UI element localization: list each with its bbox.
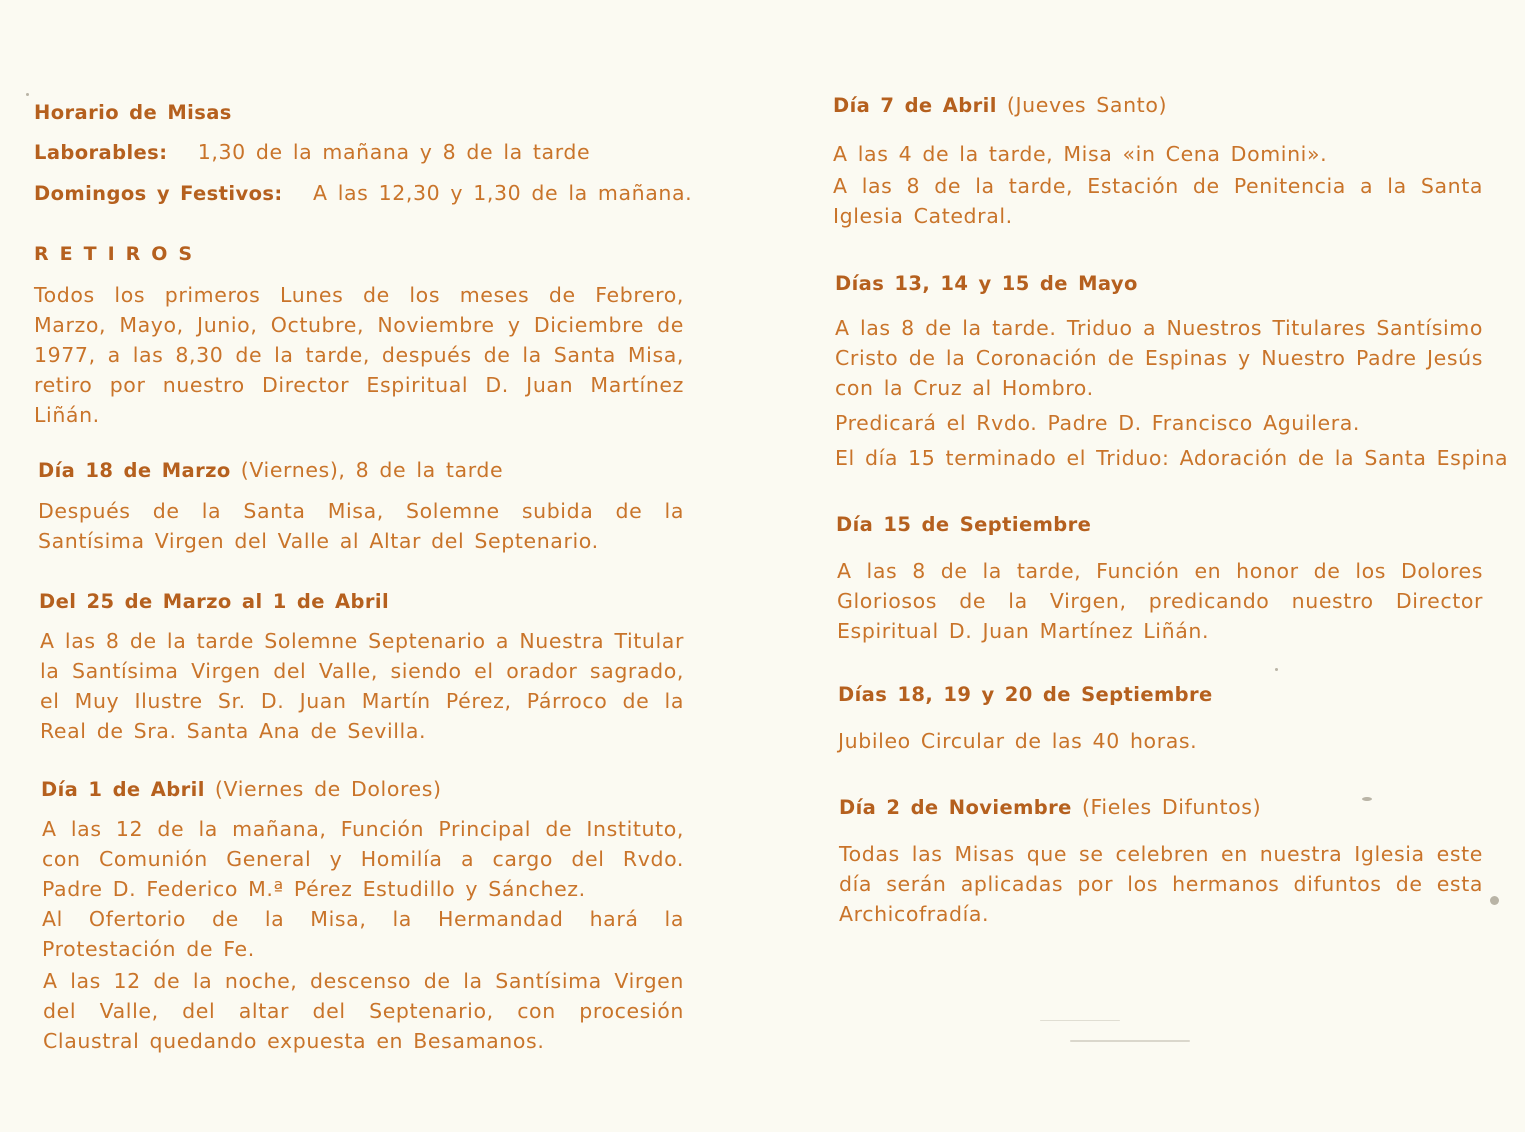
paper-speck bbox=[1040, 1020, 1120, 1021]
dia18-heading: Día 18 de Marzo (Viernes), 8 de la tarde bbox=[38, 458, 504, 482]
retiros-text: Todos los primeros Lunes de los meses de Febrero, Marzo, Mayo, Junio, Octubre, Noviembre y Diciembre de 1977, a las 8,30 de la tarde, después de la Santa Misa, retiro por nuestro Director Espiritual D. Juan Martínez Liñán. bbox=[34, 283, 684, 427]
laborables-label: Laborables: bbox=[34, 141, 168, 164]
paper-speck bbox=[1490, 896, 1499, 905]
domingos-text: A las 12,30 y 1,30 de la mañana. bbox=[312, 181, 693, 205]
mayo-text-1: A las 8 de la tarde. Triduo a Nuestros Titulares Santísimo Cristo de la Coronación de Espinas y Nuestro Padre Jesús con la Cruz al Hombro. bbox=[835, 316, 1483, 400]
domingos-label: Domingos y Festivos: bbox=[34, 182, 283, 205]
dia18-text: Después de la Santa Misa, Solemne subida de la Santísima Virgen del Valle al Altar del Septenario. bbox=[38, 499, 684, 553]
nov2-heading: Día 2 de Noviembre (Fieles Difuntos) bbox=[839, 795, 1262, 819]
sep18-text: Jubileo Circular de las 40 horas. bbox=[838, 729, 1198, 753]
dia1-text-3: A las 12 de la noche, descenso de la Santísima Virgen del Valle, del altar del Septenario, con procesión Claustral quedando expuesta en Besamanos. bbox=[43, 969, 684, 1053]
sep15-text: A las 8 de la tarde, Función en honor de los Dolores Gloriosos de la Virgen, predicando nuestro Director Espiritual D. Juan Martínez Liñán. bbox=[837, 559, 1483, 643]
laborables-line bbox=[34, 137, 684, 168]
sep18-heading: Días 18, 19 y 20 de Septiembre bbox=[838, 683, 1213, 706]
del25-text: A las 8 de la tarde Solemne Septenario a Nuestra Titular la Santísima Virgen del Valle, siendo el orador sagrado, el Muy Ilustre Sr. D. Juan Martín Pérez, Párroco de la Real de Sra. Santa Ana de Sevilla. bbox=[40, 629, 684, 743]
laborables-text: 1,30 de la mañana y 8 de la tarde bbox=[197, 140, 591, 164]
paper-speck bbox=[1362, 797, 1372, 801]
nov2-text: Todas las Misas que se celebren en nuestra Iglesia este día serán aplicadas por los hermanos difuntos de esta Archicofradía. bbox=[839, 842, 1483, 926]
retiros-heading: RETIROS bbox=[34, 243, 204, 265]
dia7-text-1: A las 4 de la tarde, Misa «in Cena Domini». bbox=[833, 142, 1328, 166]
paper-speck bbox=[1070, 1040, 1190, 1042]
mayo-heading: Días 13, 14 y 15 de Mayo bbox=[835, 272, 1138, 295]
del25-heading: Del 25 de Marzo al 1 de Abril bbox=[39, 590, 390, 613]
dia7-text-2: A las 8 de la tarde, Estación de Penitencia a la Santa Iglesia Catedral. bbox=[833, 174, 1483, 228]
paper-speck bbox=[26, 93, 29, 96]
horario-heading: Horario de Misas bbox=[34, 101, 232, 124]
dia7-heading: Día 7 de Abril (Jueves Santo) bbox=[833, 93, 1168, 117]
domingos-line bbox=[34, 178, 693, 209]
sep15-heading: Día 15 de Septiembre bbox=[836, 513, 1092, 536]
mayo-text-2: Predicará el Rvdo. Padre D. Francisco Aguilera. bbox=[835, 411, 1361, 435]
paper-speck bbox=[1275, 668, 1278, 671]
dia1-text-2: Al Ofertorio de la Misa, la Hermandad hará la Protestación de Fe. bbox=[42, 907, 684, 961]
dia1-heading: Día 1 de Abril (Viernes de Dolores) bbox=[41, 777, 442, 801]
mayo-text-3: El día 15 terminado el Triduo: Adoración de la Santa Espina bbox=[835, 446, 1509, 470]
dia1-text-1: A las 12 de la mañana, Función Principal de Instituto, con Comunión General y Homilía a cargo del Rvdo. Padre D. Federico M.ª Pérez Estudillo y Sánchez. bbox=[42, 817, 684, 901]
